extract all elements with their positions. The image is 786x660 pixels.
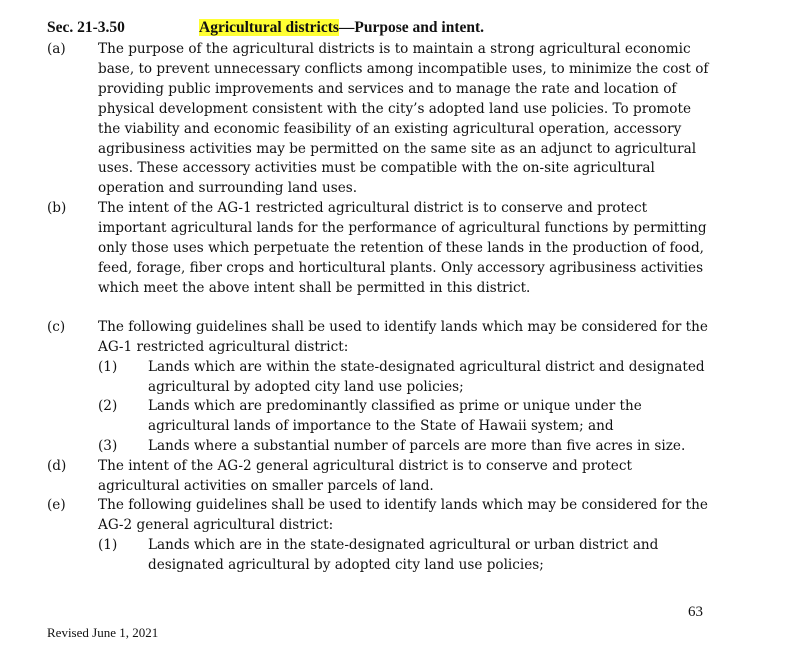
paragraph-text: The purpose of the agricultural districts is to maintain a strong agricultural economic base, to prevent unnecessary conflicts among incompatible uses, to minimize the cost of providing public improvements and services and to manage the rate and location of physical development consistent with the city’s adopted land use policies. To promote the viability and economic feasibility of an existing agricultural operation, accessory agribusiness activities may be permitted on the same site as an adjunct to agricultural uses. These accessory activities must be compatible with the on-site agricultural operation and surrounding land uses. bbox=[98, 41, 709, 197]
paragraph-text: The following guidelines shall be used to identify lands which may be considered for the AG-2 general agricultural district: bbox=[98, 497, 708, 533]
subparagraph-label: (2) bbox=[98, 398, 118, 414]
subparagraph-label: (3) bbox=[98, 438, 118, 454]
paragraph-label: (c) bbox=[47, 319, 66, 335]
paragraph-text: The intent of the AG-2 general agricultural district is to conserve and protect agricultural activities on smaller parcels of land. bbox=[98, 458, 632, 494]
subparagraph-label: (1) bbox=[98, 537, 118, 553]
section-title bbox=[199, 19, 484, 37]
subparagraph-text: Lands which are predominantly classified as prime or unique under the agricultural lands of importance to the State of Hawaii system; and bbox=[148, 398, 642, 434]
title-rest-text: —Purpose and intent. bbox=[338, 19, 485, 36]
paragraph-label: (b) bbox=[47, 200, 67, 216]
section-number: Sec. 21-3.50 bbox=[47, 19, 125, 36]
subparagraph-text: Lands where a substantial number of parcels are more than five acres in size. bbox=[148, 438, 686, 454]
paragraph-text: The following guidelines shall be used to identify lands which may be considered for the AG-1 restricted agricultural district: bbox=[98, 319, 708, 355]
subparagraph-text: Lands which are within the state-designated agricultural district and designated agricultural by adopted city land use policies; bbox=[148, 359, 705, 395]
highlighted-title-text: Agricultural districts bbox=[199, 19, 339, 36]
paragraph-label: (e) bbox=[47, 497, 66, 513]
subparagraph-label: (1) bbox=[98, 359, 118, 375]
page-number: 63 bbox=[688, 604, 703, 620]
paragraph-label: (a) bbox=[47, 41, 66, 57]
revision-footer: Revised June 1, 2021 bbox=[47, 625, 159, 640]
paragraph-label: (d) bbox=[47, 458, 67, 474]
subparagraph-text: Lands which are in the state-designated agricultural or urban district and designated agricultural by adopted city land use policies; bbox=[148, 537, 659, 573]
paragraph-text: The intent of the AG-1 restricted agricultural district is to conserve and protect important agricultural lands for the performance of agricultural functions by permitting only those uses which perpetuate the retention of these lands in the production of food, feed, forage, fiber crops and horticultural plants. Only accessory agribusiness activities which meet the above intent shall be permitted in this district. bbox=[98, 200, 707, 296]
